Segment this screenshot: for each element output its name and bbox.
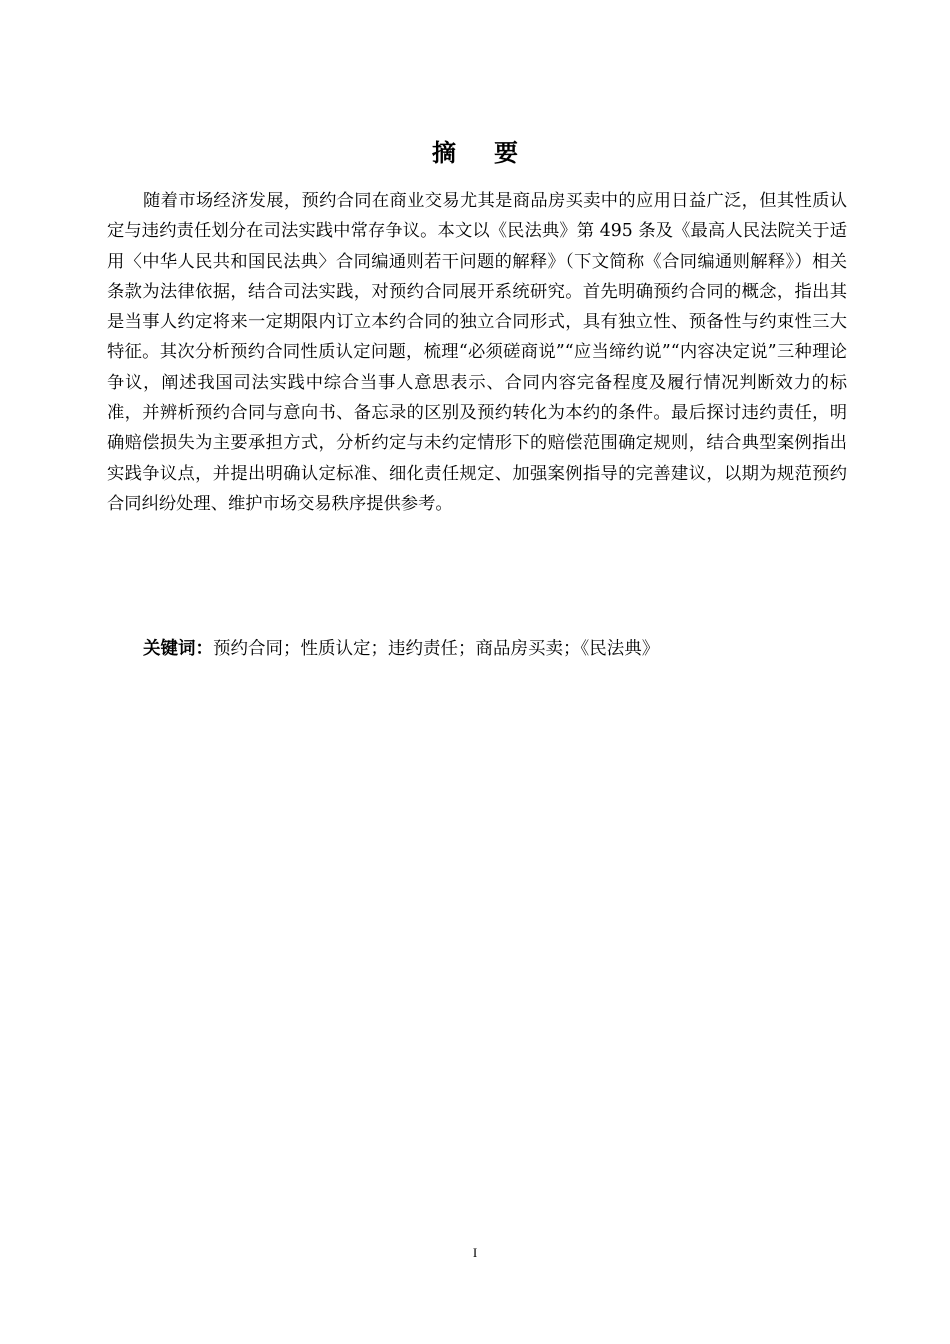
keywords-list: 预约合同；性质认定；违约责任；商品房买卖；《民法典》 (213, 639, 660, 659)
abstract-title: 摘要 (432, 139, 556, 167)
keywords-label: 关键词： (143, 639, 213, 659)
keywords-line (143, 636, 843, 662)
page-number: I (472, 1245, 478, 1260)
abstract-body: 随着市场经济发展，预约合同在商业交易尤其是商品房买卖中的应用日益广泛，但其性质认定与违约责任划分在司法实践中常存争议。本文以《民法典》第 495 条及《最高人民法院关于适用〈中华人民共和国民法典〉合同编通则若干问题的解释》（下文简称《合同编通则解释》）相关条款为法律依据，结合司法实践，对预约合同展开系统研究。首先明确预约合同的概念，指出其是当事人约定将来一定期限内订立本约合同的独立合同形式，具有独立性、预备性与约束性三大特征。其次分析预约合同性质认定问题，梳理“必须磋商说”“应当缔约说”“内容决定说”三种理论争议，阐述我国司法实践中综合当事人意思表示、合同内容完备程度及履行情况判断效力的标准，并辨析预约合同与意向书、备忘录的区别及预约转化为本约的条件。最后探讨违约责任，明确赔偿损失为主要承担方式，分析约定与未约定情形下的赔偿范围确定规则，结合典型案例指出实践争议点，并提出明确认定标准、细化责任规定、加强案例指导的完善建议，以期为规范预约合同纠纷处理、维护市场交易秩序提供参考。 (107, 191, 847, 514)
